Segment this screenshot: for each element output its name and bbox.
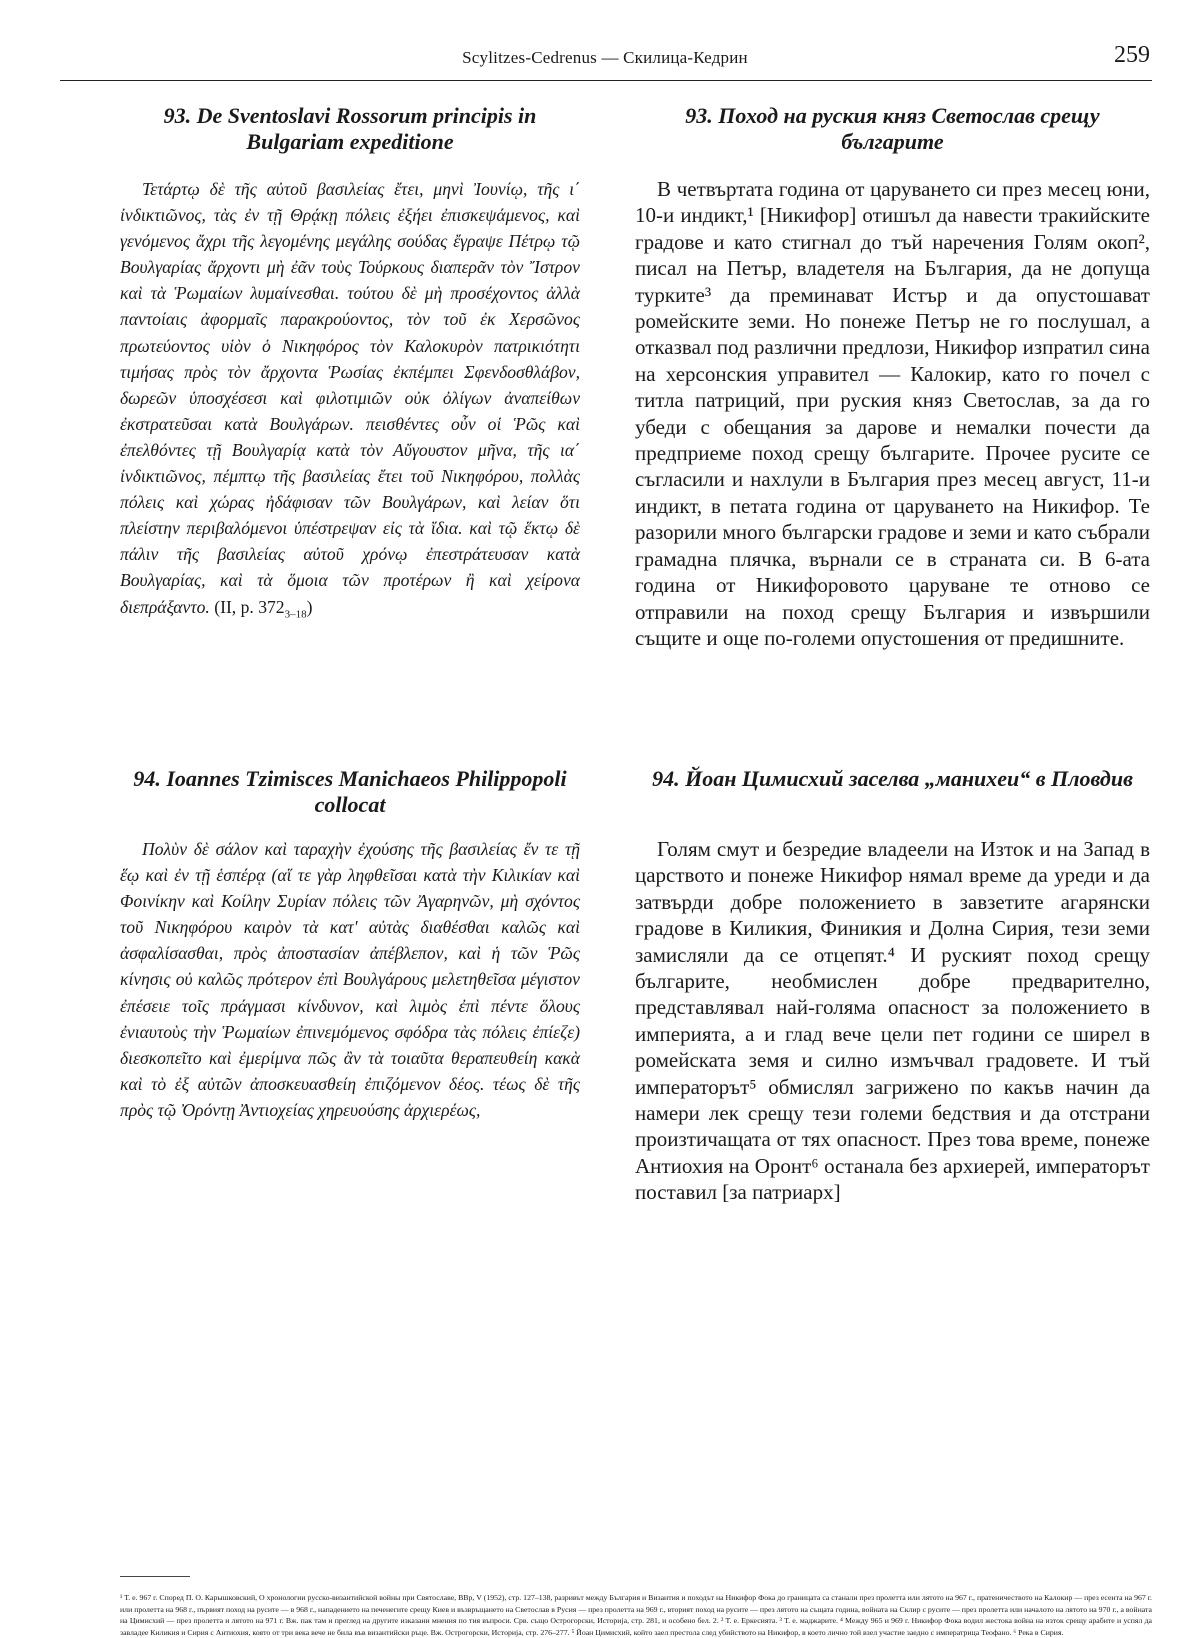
footnote-rule <box>120 1576 190 1577</box>
section-93-greek-text <box>120 176 580 627</box>
section-94-latin-title-block <box>120 766 580 818</box>
section-94-bulgarian-title-block <box>635 766 1150 792</box>
section-93-latin-title: 93. De Sventoslavi Rossorum principis in Bulgariam expeditione <box>163 103 537 154</box>
section-94-bulgarian-title: 94. Йоан Цимисхий заселва „манихеи“ в Пловдив <box>652 766 1133 791</box>
section-93-source-ref: (II, p. $372_{3-18}$) <box>214 596 313 621</box>
page-number: 259 <box>1114 42 1150 68</box>
section-94-bulgarian-text: Голям смут и безредие владеели на Изток и на Запад в царството и понеже Никифор нямал време да уреди и да затвърди добре положението в завзетите агарянски градове в Киликия, Финикия и Долна Сирия, тези земи замисляли да се отцепят.⁴ И руският поход срещу българите, необмислен добре предварително, представлявал най-голяма опасност за положението в империята, а и глад вече цели пет години се ширел в ромейската земя и силно измъчвал градовете. И тъй императорът⁵ обмислял загрижено по какъв начин да намери лек срещу тези големи бедствия и да отстрани произтичащата от тях опасност. През това време, понеже Антиохия на Оронт⁶ останала без архиерей, императорът поставил [за патриарх] <box>635 837 1150 1205</box>
section-93-latin-title-block <box>120 103 580 155</box>
section-94-greek-text-block <box>120 836 580 1123</box>
section-93-greek-text-block <box>120 176 580 627</box>
section-94-greek-text: Πολὺν δὲ σάλον καὶ ταραχὴν ἐχούσης τῆς βασιλείας ἔν τε τῇ ἕῳ καὶ ἐν τῇ ἑσπέρᾳ (αἵ τε γὰρ ληφθεῖσαι κατὰ τὴν Κιλικίαν καὶ Φοινίκην καὶ Κοίλην Συρίαν πόλεις τῶν Ἀγαρηνῶν, μὴ σχόντος τοῦ Νικηφόρου καιρὸν τὰ κατ' αὐτὰς διαθέσθαι καλῶς καὶ ἀσφαλίσασθαι, πρὸς ἀποστασίαν ἀπέβλεπον, καὶ ἡ τῶν Ῥῶς κίνησις οὐ καλῶς πρότερον ἐπὶ Βουλγάρους μελετηθεῖσα μέγιστον ἐπέσειε τοῖς πράγμασι κίνδυνον, καὶ λιμὸς ἐπὶ πέντε ὅλους ἐνιαυτοὺς τὴν Ῥωμαίων ἐπινεμόμενος σφόδρα τὰς πόλεις ἐπίεζε) διεσκοπεῖτο καὶ ἐμερίμνα πῶς ἂν τὰ τοιαῦτα θεραπευθείη κακὰ καὶ τὸ ἐξ αὐτῶν ἀποσκευασθείη ἐπιζόμενον δέος. τέως δὲ τῆς πρὸς τῷ Ὀρόντῃ Ἀντιοχείας χηρευούσης ἀρχιερέως, <box>120 839 580 1120</box>
footnotes: ¹ Т. е. 967 г. Според П. О. Карышковский, О хронологии русско-византийской войны при Святославе, ВВр, V (1952), стр. 127–138, разривът между България и Византия и походът на Никифор Фока до границата са станали през пролетта или лятото на 967 г., пратеничеството на Калокир — през есента на 967 г. или пролетта на 968 г., първият поход на русите — в 968 г., нападението на печенегите срещу Киев и възвръщането на Светослав в Русия — през пролетта на 969 г., вторият поход на русите — през лятото на същата година, войната на Склир с русите — през пролетта или началото на лятото на 970 г., а войната на Цимисхий — през пролетта и лятото на 971 г. Вж. пак там и преглед на другите изказани мнения по тия въпроси. Срв. също Острогорски, Историја, стр. 281, и особено бел. 2. ² Т. е. Еркесията. ³ Т. е. маджарите. ⁴ Между 965 и 969 г. Никифор Фока водил жестока война на изток срещу арабите и успял да завладее Киликия и Сирия с Антиохия, която от три века вече не била във византийски ръце. Вж. Острогорски, Историја, стр. 276–277. ⁵ Йоан Цимисхий, който заел престола след убийството на Никифор, в което лично той взел участие заедно с императрица Теофано. ⁶ Река в Сирия. <box>120 1593 1152 1637</box>
section-93-bulgarian-title-block <box>635 103 1150 155</box>
section-94-latin-title: 94. Ioannes Tzimisces Manichaeos Philippopoli collocat <box>133 766 567 817</box>
section-93-bulgarian-text-block <box>635 176 1150 651</box>
section-93-bulgarian-title: 93. Поход на руския княз Светослав срещу българите <box>685 103 1100 154</box>
page-header <box>60 40 1150 80</box>
header-rule <box>60 80 1152 81</box>
running-title: Scylitzes-Cedrenus — Скилица-Кедрин <box>462 48 748 67</box>
section-94-bulgarian-text-block <box>635 836 1150 1206</box>
section-93-greek-body: Τετάρτῳ δὲ τῆς αὐτοῦ βασιλείας ἔτει, μηνὶ Ἰουνίῳ, τῆς ι΄ ἰνδικτιῶνος, τὰς ἐν τῇ Θρᾴκῃ πόλεις ἐξήει ἐπισκεψάμενος, καὶ γενόμενος ἄχρι τῆς λεγομένης μεγάλης σούδας ἔγραψε Πέτρῳ τῷ Βουλγαρίας ἄρχοντι μὴ ἐᾶν τοὺς Τούρκους διαπερᾶν τὸν Ἴστρον καὶ τὰ Ῥωμαίων λυμαίνεσθαι. τούτου δὲ μὴ προσέχοντος ἀλλὰ παντοίαις ἀφορμαῖς παρακρούοντος, τὸν τοῦ ἐκ Χερσῶνος πρωτεύοντος υἱὸν ὁ Νικηφόρος τὸν Καλοκυρὸν πατρικιότητι τιμήσας πρὸς τὸν ἄρχοντα Ῥωσίας ἐκπέμπει Σφενδοσθλάβον, δωρεῶν ὑποσχέσεσι καὶ φιλοτιμιῶν οὐκ ὀλίγων ἀναπείθων ἐκστρατεῦσαι κατὰ Βουλγάρων. πεισθέντες οὖν οἱ Ῥῶς καὶ ἐπελθόντες τῇ Βουλγαρίᾳ κατὰ τὸν Αὔγουστον μῆνα, τῆς ια΄ ἰνδικτιῶνος, πέμπτῳ τῆς βασιλείας ἔτει τοῦ Νικηφόρου, πολλὰς πόλεις καὶ χώρας ἠδάφισαν τῶν Βουλγάρων, καὶ λείαν ὅτι πλείστην περιβαλόμενοι ὑπέστρεψαν εἰς τὰ ἴδια. καὶ τῷ ἕκτῳ δὲ πάλιν τῆς βασιλείας αὐτοῦ χρόνῳ ἐπεστράτευσαν κατὰ Βουλγαρίας, καὶ τὰ ὅμοια τῶν προτέρων ἢ καὶ χείρονα διεπράξαντο. <box>120 179 580 617</box>
section-93-bulgarian-text: В четвъртата година от царуването си през месец юни, 10-и индикт,¹ [Никифор] отишъл да навести тракийските градове и като стигнал до тъй наречения Голям окоп², писал на Петър, владетеля на България, да не допуща турките³ да преминават Истър и да опустошават ромейските земи. Но понеже Петър не го послушал, а отказвал под различни предлози, Никифор изпратил сина на херсонския управител — Калокир, като го почел с титла патриций, при руския княз Светослав, за да го убеди с обещания за дарове и немалки почести да предприеме поход срещу българите. Прочее русите се съгласили и нахлули в България през месец август, 11-и индикт, в петата година от царуването на Никифор. Те разорили много български градове и земи и като събрали грамадна плячка, върнали се в страната си. В 6-ата година от Никифоровото царуване те отново се отправили на поход срещу България и извършили същите и още по-големи опустошения от предишните. <box>635 177 1150 650</box>
